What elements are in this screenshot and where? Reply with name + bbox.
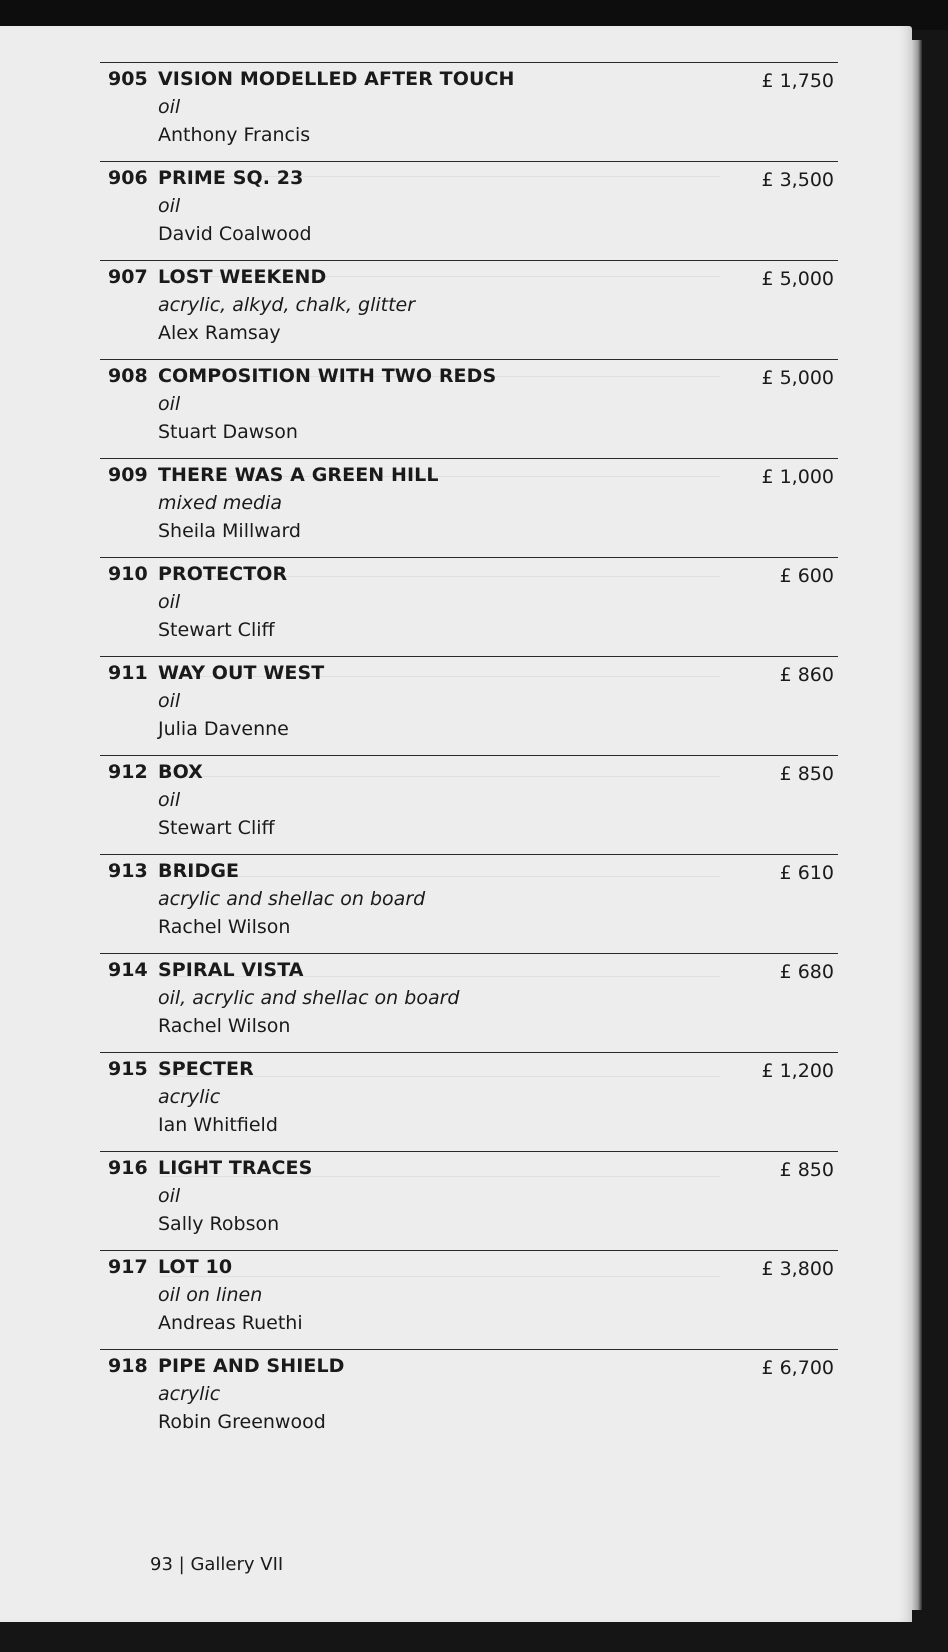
entry-number: 905	[108, 68, 148, 90]
catalogue-list	[100, 62, 838, 1448]
entry-title: PRIME SQ. 23	[158, 167, 304, 189]
catalogue-entry	[100, 1151, 838, 1250]
entry-number: 914	[108, 959, 148, 981]
catalogue-entry	[100, 359, 838, 458]
entry-price: £ 3,800	[761, 1258, 834, 1280]
entry-title: BOX	[158, 761, 203, 783]
page-number: 93	[150, 1554, 173, 1575]
entry-artist: Robin Greenwood	[158, 1411, 326, 1433]
catalogue-entry	[100, 62, 838, 161]
section-name: Gallery VII	[190, 1554, 284, 1575]
entry-medium: mixed media	[158, 492, 283, 514]
catalogue-entry	[100, 1349, 838, 1448]
entry-artist: Sally Robson	[158, 1213, 280, 1235]
catalogue-entry	[100, 953, 838, 1052]
entry-title: VISION MODELLED AFTER TOUCH	[158, 68, 515, 90]
entry-title: THERE WAS A GREEN HILL	[158, 464, 439, 486]
entry-number: 907	[108, 266, 148, 288]
entry-medium: oil	[158, 96, 181, 118]
entry-title: BRIDGE	[158, 860, 240, 882]
entry-price: £ 3,500	[761, 169, 834, 191]
catalogue-entry	[100, 1250, 838, 1349]
entry-artist: Anthony Francis	[158, 124, 311, 146]
entry-medium: acrylic	[158, 1383, 221, 1405]
entry-price: £ 860	[779, 664, 834, 686]
entry-artist: Rachel Wilson	[158, 1015, 291, 1037]
catalogue-entry	[100, 656, 838, 755]
entry-price: £ 610	[779, 862, 834, 884]
entry-medium: oil, acrylic and shellac on board	[158, 987, 460, 1009]
entry-price: £ 5,000	[761, 367, 834, 389]
entry-number: 906	[108, 167, 148, 189]
entry-medium: oil	[158, 690, 181, 712]
entry-artist: Stewart Cliff	[158, 817, 275, 839]
entry-title: PROTECTOR	[158, 563, 288, 585]
page-edge-shadow	[912, 40, 922, 1610]
entry-medium: acrylic and shellac on board	[158, 888, 426, 910]
entry-title: PIPE AND SHIELD	[158, 1355, 345, 1377]
footer-separator: |	[178, 1554, 185, 1575]
entry-medium: oil	[158, 195, 181, 217]
catalogue-entry	[100, 458, 838, 557]
entry-title: SPIRAL VISTA	[158, 959, 304, 981]
entry-number: 915	[108, 1058, 148, 1080]
entry-medium: oil on linen	[158, 1284, 263, 1306]
entry-number: 909	[108, 464, 148, 486]
entry-title: WAY OUT WEST	[158, 662, 325, 684]
entry-title: LIGHT TRACES	[158, 1157, 313, 1179]
entry-number: 916	[108, 1157, 148, 1179]
entry-artist: Stuart Dawson	[158, 421, 298, 443]
entry-artist: Ian Whitfield	[158, 1114, 278, 1136]
entry-medium: oil	[158, 1185, 181, 1207]
entry-medium: oil	[158, 393, 181, 415]
catalogue-entry	[100, 1052, 838, 1151]
entry-artist: Rachel Wilson	[158, 916, 291, 938]
entry-price: £ 6,700	[761, 1357, 834, 1379]
entry-price: £ 680	[779, 961, 834, 983]
entry-price: £ 850	[779, 1159, 834, 1181]
entry-medium: oil	[158, 789, 181, 811]
entry-title: LOT 10	[158, 1256, 233, 1278]
entry-artist: Sheila Millward	[158, 520, 301, 542]
entry-price: £ 600	[779, 565, 834, 587]
entry-price: £ 1,750	[761, 70, 834, 92]
entry-title: COMPOSITION WITH TWO REDS	[158, 365, 497, 387]
entry-number: 918	[108, 1355, 148, 1377]
entry-price: £ 5,000	[761, 268, 834, 290]
entry-number: 912	[108, 761, 148, 783]
catalogue-entry	[100, 260, 838, 359]
entry-medium: acrylic, alkyd, chalk, glitter	[158, 294, 416, 316]
catalogue-entry	[100, 755, 838, 854]
page-footer	[150, 1554, 283, 1575]
entry-artist: Alex Ramsay	[158, 322, 281, 344]
entry-number: 913	[108, 860, 148, 882]
entry-number: 910	[108, 563, 148, 585]
entry-artist: Stewart Cliff	[158, 619, 275, 641]
entry-artist: Andreas Ruethi	[158, 1312, 303, 1334]
entry-artist: David Coalwood	[158, 223, 312, 245]
catalogue-entry	[100, 161, 838, 260]
entry-number: 911	[108, 662, 148, 684]
catalogue-entry	[100, 854, 838, 953]
entry-price: £ 1,200	[761, 1060, 834, 1082]
entry-medium: oil	[158, 591, 181, 613]
entry-number: 917	[108, 1256, 148, 1278]
entry-number: 908	[108, 365, 148, 387]
entry-title: SPECTER	[158, 1058, 254, 1080]
entry-price: £ 1,000	[761, 466, 834, 488]
entry-artist: Julia Davenne	[158, 718, 289, 740]
catalogue-entry	[100, 557, 838, 656]
entry-medium: acrylic	[158, 1086, 221, 1108]
entry-price: £ 850	[779, 763, 834, 785]
entry-title: LOST WEEKEND	[158, 266, 327, 288]
